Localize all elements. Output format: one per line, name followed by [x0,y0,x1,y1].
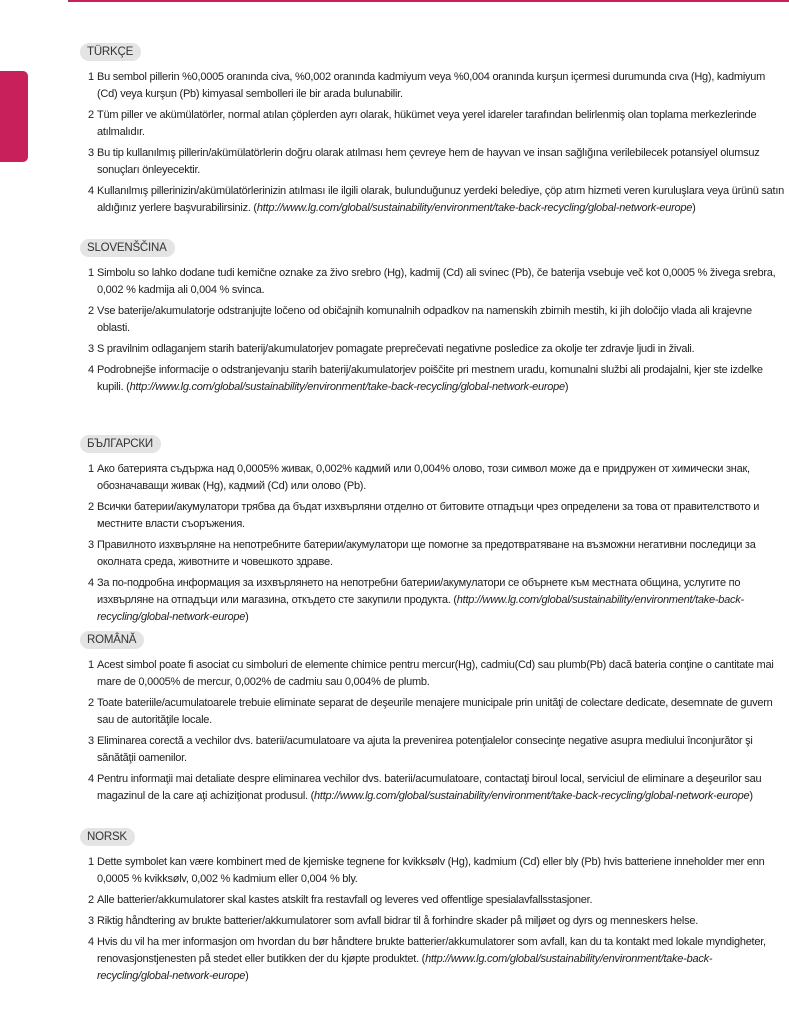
list-item [80,107,785,141]
list-item [80,461,785,495]
item-number: 1 [88,856,94,868]
item-list [80,854,785,985]
list-item [80,892,785,909]
item-number: 1 [88,463,94,475]
item-list [80,265,785,396]
recycling-link[interactable]: http://www.lg.com/global/sustainability/environment/take-back-recycling/global-network-europe [129,381,565,393]
item-number: 2 [88,305,94,317]
list-item [80,695,785,729]
item-number: 2 [88,697,94,709]
item-text: Riktig håndtering av brukte batterier/akkumulatorer som avfall bidrar til å forhindre skader på miljøet og dyrs og menneskers helse. [97,915,699,927]
recycling-link[interactable]: http://www.lg.com/global/sustainability/environment/take-back-recycling/global-network-europe [314,790,750,802]
list-item [80,913,785,930]
list-item [80,499,785,533]
item-text: Acest simbol poate fi asociat cu simboluri de elemente chimice pentru mercur(Hg), cadmiu(Cd) sau plumb(Pb) dacă bateria conţine o cantitate mai mare de 0,0005% de mercur, 0,002% de cadmiu sau 0,004% de plumb. [97,659,774,688]
item-number: 4 [88,364,94,376]
item-number: 1 [88,659,94,671]
item-list [80,461,785,626]
item-number: 4 [88,936,94,948]
item-text: Vse baterije/akumulatorje odstranjujte ločeno od običajnih komunalnih odpadkov na namenskih zbirnih mestih, ki jih določijo vlada ali krajevne oblasti. [97,305,752,334]
item-text: Bu sembol pillerin %0,0005 oranında civa, %0,002 oranında kadmiyum veya %0,004 oranında kurşun içermesi durumunda cıva (Hg), kadmiyum (Cd) veya kurşun (Pb) kimyasal sembolleri ile bir arada bulunabilir. [97,71,766,100]
language-section [80,630,785,809]
list-item [80,265,785,299]
list-item [80,183,785,217]
item-number: 3 [88,343,94,355]
language-heading: NORSK [80,828,135,846]
list-item [80,145,785,179]
item-text-tail: ) [245,970,249,982]
language-heading: ROMÂNĂ [80,631,144,649]
recycling-link[interactable]: http://www.lg.com/global/sustainability/environment/take-back-recycling/global-network-europe [256,202,693,214]
list-item [80,854,785,888]
item-text: Всички батерии/акумулатори трябва да бъдат изхвърляни отделно от битовите отпадъци чрез определени за това от правителството и местните власти съоръжения. [97,501,760,530]
item-list [80,657,785,805]
list-item [80,362,785,396]
item-number: 1 [88,267,94,279]
language-heading: БЪЛГАРСКИ [80,435,161,453]
list-item [80,575,785,626]
item-number: 1 [88,71,94,83]
list-item [80,341,785,358]
list-item [80,934,785,985]
item-text-tail: ) [692,202,696,214]
item-text: Dette symbolet kan være kombinert med de kjemiske tegnene for kvikksølv (Hg), kadmium (Cd) eller bly (Pb) hvis batteriene inneholder mer enn 0,0005 % kvikksølv, 0,002 % kadmium eller 0,004 % bly. [97,856,765,885]
item-text: Toate bateriile/acumulatoarele trebuie eliminate separat de deşeurile menajere municipale prin unităţi de colectare dedicate, desemnate de guvern sau de autorităţile locale. [97,697,773,726]
language-section [80,42,785,221]
item-text: Pentru informaţii mai detaliate despre eliminarea vechilor dvs. baterii/acumulatoare, contactaţi biroul local, serviciul de eliminare a deşeurilor sau magazinul de la care aţi achiziţionat produsul. ( [97,773,762,802]
item-number: 4 [88,577,94,589]
item-text: Kullanılmış pillerinizin/akümülatörlerinizin atılması ile ilgili olarak, bulunduğunuz yerdeki belediye, çöp atım hizmeti veren kuruluşlara veya ürünü satın aldığınız yerlere başvurabilirsiniz. ( [97,185,784,214]
item-text: S pravilnim odlaganjem starih baterij/akumulatorjev pomagate preprečevati negativne posledice za okolje ter zdravje ljudi in živali. [97,343,695,355]
language-section [80,827,785,989]
item-text-tail: ) [245,611,249,623]
language-heading: TÜRKÇE [80,43,141,61]
item-number: 2 [88,109,94,121]
list-item [80,303,785,337]
item-text: Hvis du vil ha mer informasjon om hvordan du bør håndtere brukte batterier/akkumulatorer som avfall, kan du ta kontakt med lokale myndigheter, renovasjonstjenesten på stedet eller butikken der du kjøpte produktet. ( [97,936,766,965]
item-number: 3 [88,539,94,551]
recycling-link[interactable]: http://www.lg.com/global/sustainability/environment/take-back-recycling/global-network-europe [97,953,713,982]
item-text: Podrobnejše informacije o odstranjevanju starih baterij/akumulatorjev poiščite pri mestnem uradu, komunalni službi ali prodajalni, kjer ste izdelke kupili. ( [97,364,763,393]
list-item [80,537,785,571]
chapter-tab [0,71,28,162]
item-text-tail: ) [749,790,753,802]
item-text-tail: ) [564,381,569,393]
item-list [80,69,785,217]
list-item [80,733,785,767]
item-number: 4 [88,773,94,785]
item-text: Bu tip kullanılmış pillerin/akümülatörlerin doğru olarak atılması hem çevreye hem de hayvan ve insan sağlığına verilebilecek potansiyel olumsuz sonuçları önleyecektir. [97,147,760,176]
item-number: 2 [88,501,94,513]
language-heading: SLOVENŠČINA [80,239,175,257]
item-number: 3 [88,735,94,747]
item-number: 2 [88,894,94,906]
item-number: 3 [88,147,94,159]
language-section [80,434,785,630]
language-section [80,238,785,400]
item-number: 4 [88,185,94,197]
list-item [80,69,785,103]
item-text: Eliminarea corectă a vechilor dvs. baterii/acumulatoare va ajuta la prevenirea potenţialelor consecinţe negative asupra mediului înconjurător şi sănătăţii oamenilor. [97,735,753,764]
item-text: Ако батерията съдържа над 0,0005% живак, 0,002% кадмий или 0,004% олово, този символ може да е придружен от химически знак, обозначаващи живак (Hg), кадмий (Cd) или олово (Pb). [97,463,750,492]
item-text: За по-подробна информация за изхвърлянето на непотребни батерии/акумулатори се обърнете към местната община, услугите по изхвърляне на отпадъци или магазина, откъдето сте закупили продукта. ( [97,577,741,606]
item-text: Simbolu so lahko dodane tudi kemične oznake za živo srebro (Hg), kadmij (Cd) ali svinec (Pb), če baterija vsebuje več kot 0,0005 % živega srebra, 0,002 % kadmija ali 0,004 % svinca. [97,267,776,296]
item-text: Alle batterier/akkumulatorer skal kastes atskilt fra restavfall og leveres ved offentlige spesialavfallsstasjoner. [97,894,593,906]
item-text: Tüm piller ve akümülatörler, normal atılan çöplerden ayrı olarak, hükümet veya yerel idareler tarafından belirlenmiş olan toplama merkezlerinde atılmalıdır. [97,109,757,138]
list-item [80,771,785,805]
list-item [80,657,785,691]
header-rule [68,0,789,2]
item-text: Правилното изхвърляне на непотребните батерии/акумулатори ще помогне за предотвратяване на възможни негативни последици за околната среда, животните и човешкото здраве. [97,539,756,568]
item-number: 3 [88,915,94,927]
recycling-link[interactable]: http://www.lg.com/global/sustainability/environment/take-back-recycling/global-network-europe [97,594,744,623]
